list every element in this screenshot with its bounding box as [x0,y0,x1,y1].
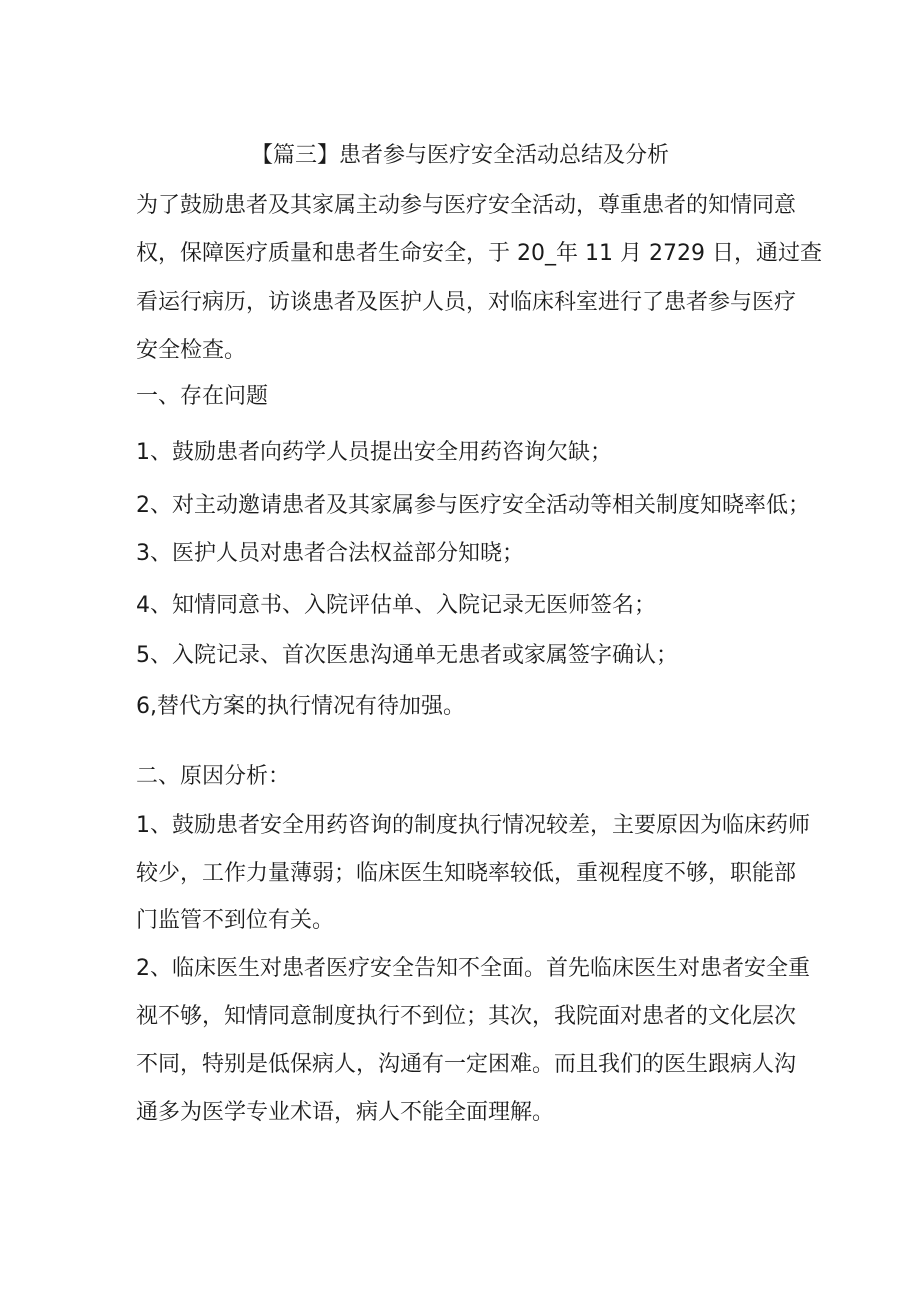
cause2-line-3: 不同，特别是低保病人，沟通有一定困难。而且我们的医生跟病人沟 [136,1052,797,1077]
cause2-line-4: 通多为医学专业术语，病人不能全面理解。 [136,1100,555,1125]
intro-line-1: 为了鼓励患者及其家属主动参与医疗安全活动，尊重患者的知情同意 [136,193,797,218]
intro-line-3: 看运行病历，访谈患者及医护人员，对临床科室进行了患者参与医疗 [136,290,797,315]
problem-item-4: 4、知情同意书、入院评估单、入院记录无医师签名； [136,593,656,618]
cause1-line-1: 1、鼓励患者安全用药咨询的制度执行情况较差，主要原因为临床药师 [136,813,810,838]
problem-item-5: 5、入院记录、首次医患沟通单无患者或家属签字确认； [136,643,678,668]
section-heading-problems: 一、存在问题 [136,384,269,409]
section-heading-causes: 二、原因分析： [136,764,291,789]
intro-line-2: 权，保障医疗质量和患者生命安全，于 20_年 11 月 2729 日，通过查 [136,241,822,266]
cause1-line-2: 较少，工作力量薄弱；临床医生知晓率较低，重视程度不够，职能部 [136,861,797,886]
problem-item-2: 2、对主动邀请患者及其家属参与医疗安全活动等相关制度知晓率低； [136,493,810,518]
document-title: 【篇三】患者参与医疗安全活动总结及分析 [250,143,669,168]
cause2-line-1: 2、临床医生对患者医疗安全告知不全面。首先临床医生对患者安全重 [136,956,810,981]
cause2-line-2: 视不够，知情同意制度执行不到位；其次，我院面对患者的文化层次 [136,1004,797,1029]
problem-item-3: 3、医护人员对患者合法权益部分知晓； [136,541,524,566]
cause1-line-3: 门监管不到位有关。 [136,908,335,933]
problem-item-1: 1、鼓励患者向药学人员提出安全用药咨询欠缺； [136,440,612,465]
intro-line-4: 安全检查。 [136,338,247,363]
problem-item-6: 6,替代方案的执行情况有待加强。 [136,694,465,719]
